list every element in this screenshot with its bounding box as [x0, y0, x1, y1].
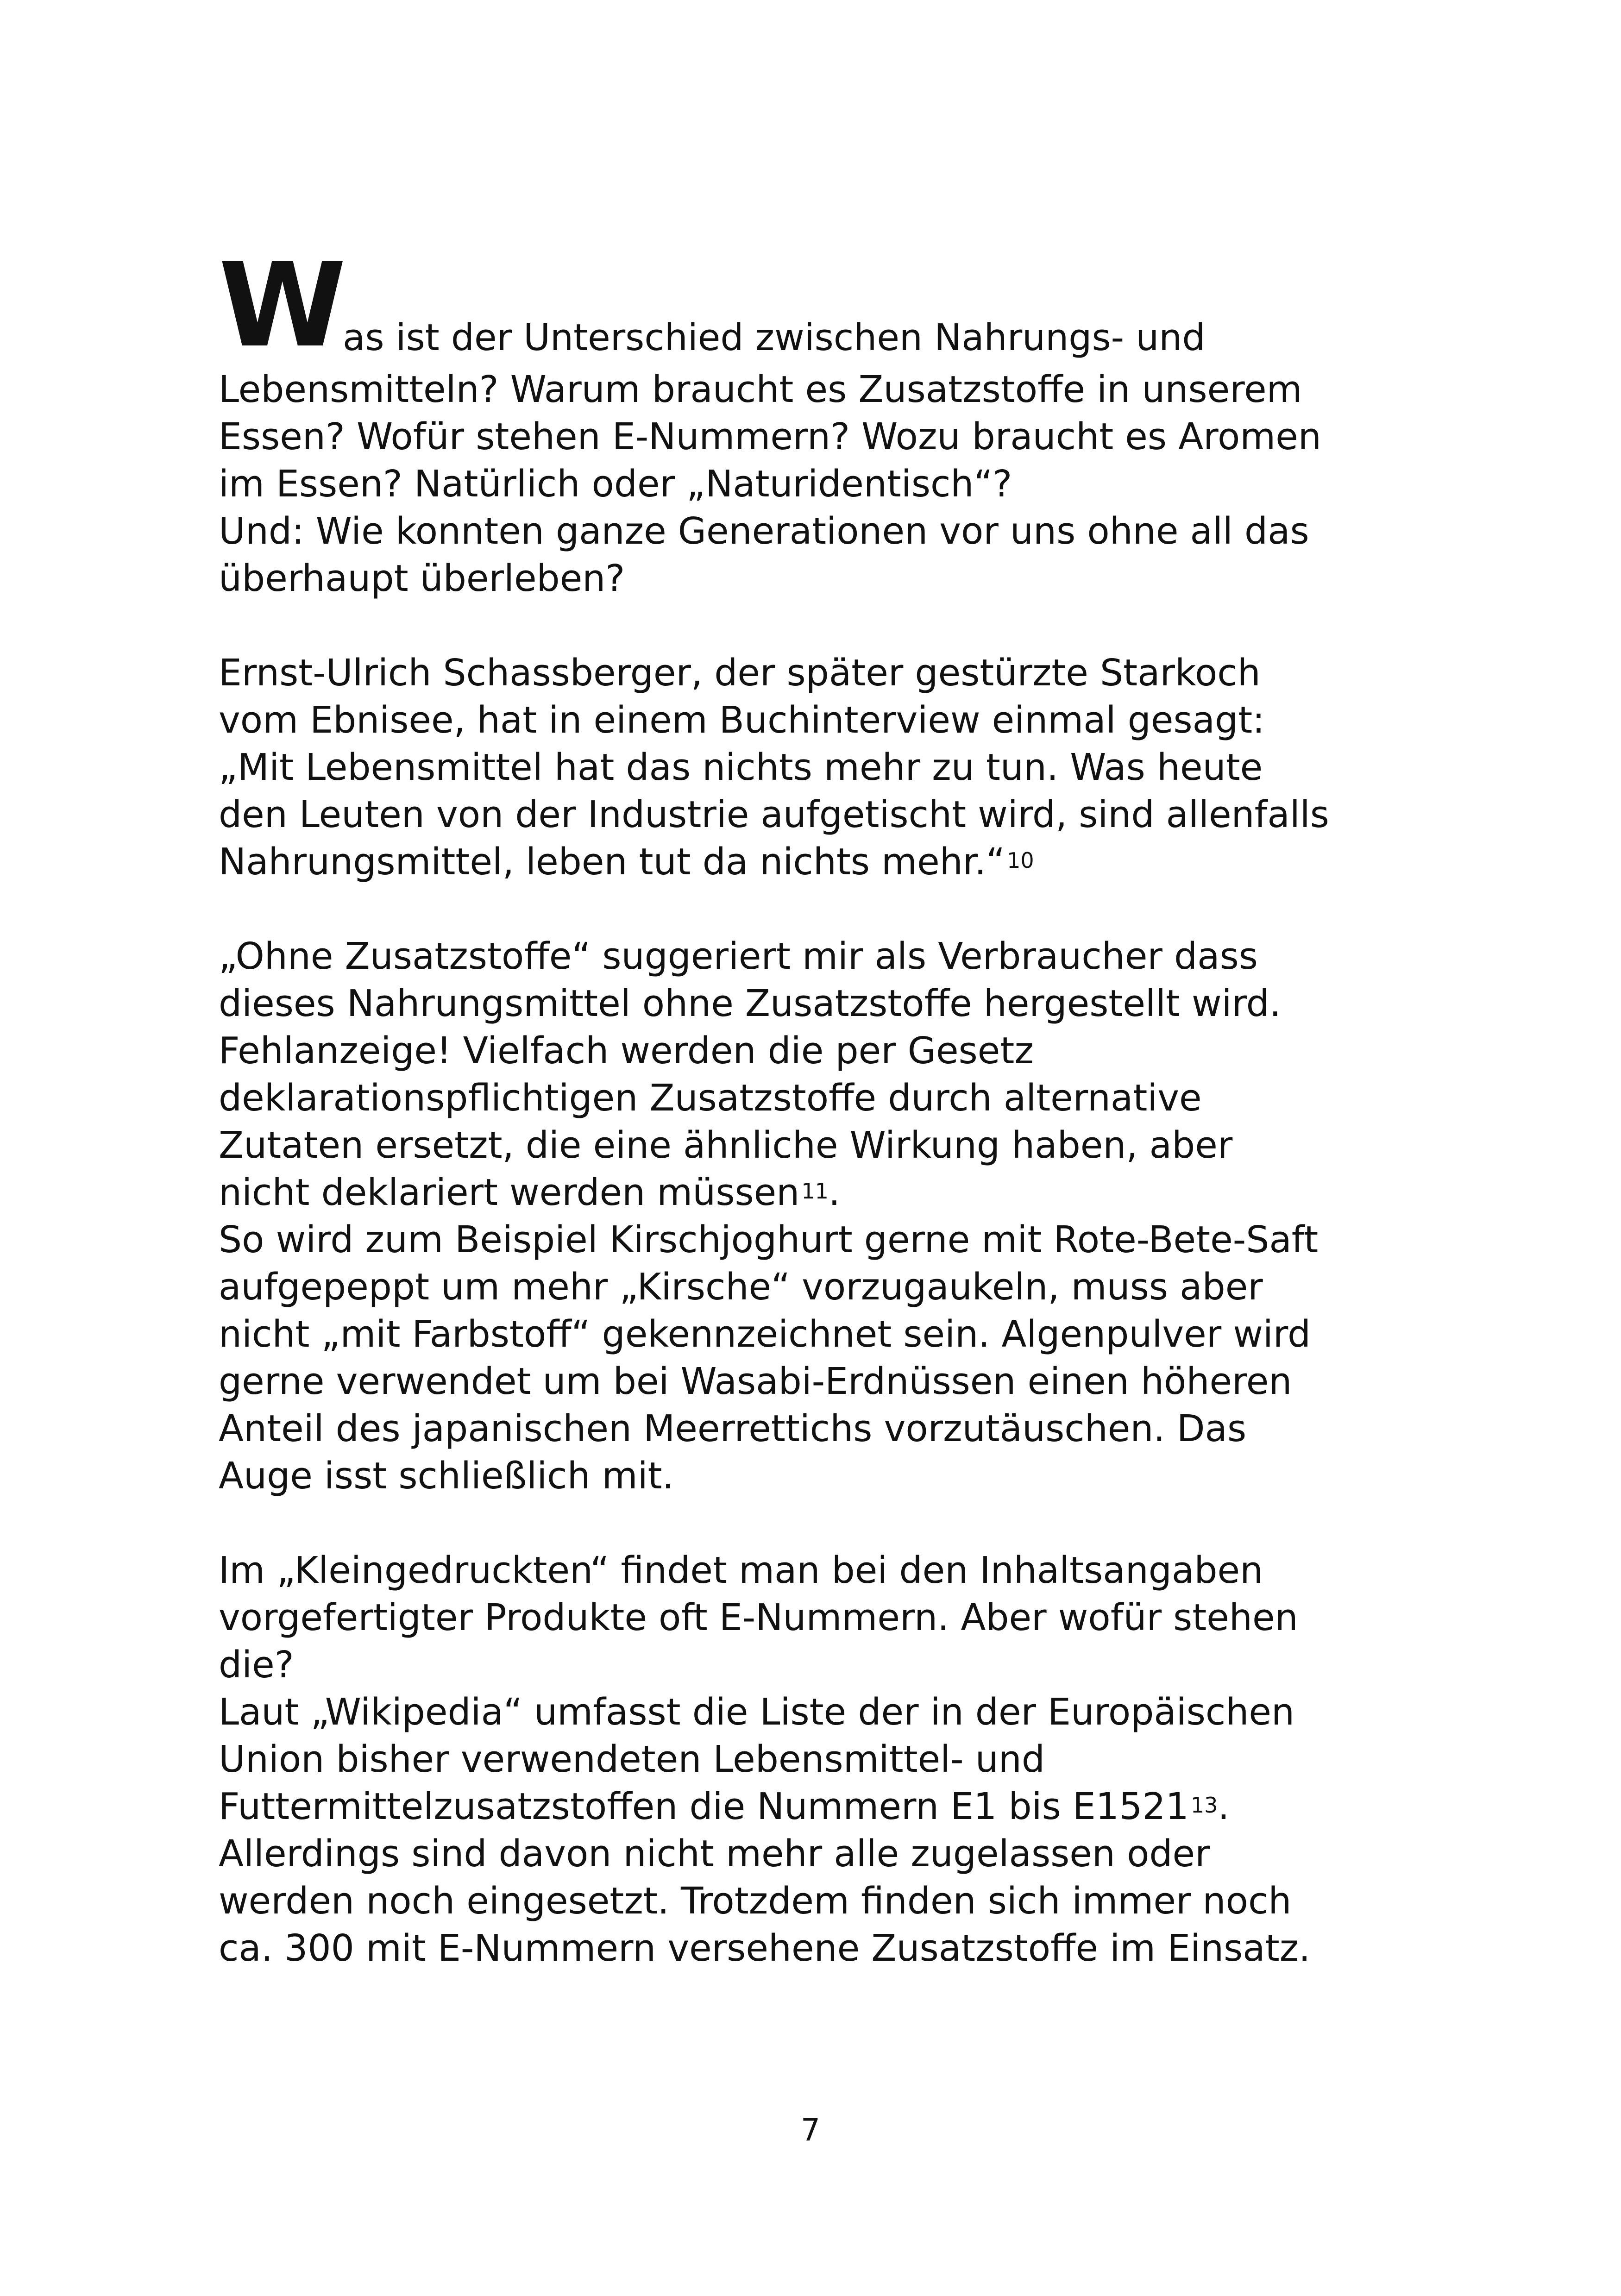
paragraph-1: [219, 366, 1423, 602]
paragraph-gap: [219, 1499, 1423, 1547]
paragraph-4: [219, 1547, 1423, 1972]
text-line: im Essen? Natürlich oder „Naturidentisch“?: [219, 463, 1012, 505]
text-line: „Ohne Zusatzstoffe“ suggeriert mir als Verbraucher dass: [219, 935, 1258, 978]
text-line: den Leuten von der Industrie aufgetischt wird, sind allenfalls: [219, 793, 1329, 836]
footnote-marker: 10: [1007, 848, 1034, 873]
text-line: werden noch eingesetzt. Trotzdem finden sich immer noch: [219, 1880, 1292, 1922]
text-line: Essen? Wofür stehen E-Nummern? Wozu braucht es Aromen: [219, 415, 1321, 458]
text-line: Zutaten ersetzt, die eine ähnliche Wirkung haben, aber: [219, 1124, 1233, 1167]
text-line: Lebensmitteln? Warum braucht es Zusatzstoffe in unserem: [219, 368, 1302, 411]
page-number: 7: [801, 2112, 820, 2148]
text-line: Laut „Wikipedia“ umfasst die Liste der in der Europäischen: [219, 1691, 1295, 1733]
text-line: Im „Kleingedruckten“ findet man bei den Inhaltsangaben: [219, 1549, 1263, 1592]
text-line: dieses Nahrungsmittel ohne Zusatzstoffe hergestellt wird.: [219, 982, 1281, 1025]
text-line-with-footnote: [219, 838, 1423, 885]
paragraph-gap: [219, 885, 1423, 933]
text-line: überhaupt überleben?: [219, 557, 625, 600]
footnote-marker: 13: [1190, 1793, 1218, 1818]
opening-line-text: as ist der Unterschied zwischen Nahrungs- und: [343, 316, 1206, 359]
opening-line: [219, 238, 1423, 373]
text-line: vom Ebnisee, hat in einem Buchinterview einmal gesagt:: [219, 699, 1265, 741]
text-line: Und: Wie konnten ganze Generationen vor uns ohne all das: [219, 510, 1309, 552]
text-fragment: .: [1218, 1785, 1230, 1828]
paragraph-3: [219, 933, 1423, 1499]
text-line: Auge isst schließlich mit.: [219, 1455, 674, 1497]
text-fragment: Futtermittelzusatzstoffen die Nummern E1 bis E1521: [219, 1785, 1189, 1828]
text-line-with-footnote: [219, 1169, 1423, 1216]
paragraph-2: [219, 649, 1423, 885]
text-line: „Mit Lebensmittel hat das nichts mehr zu tun. Was heute: [219, 746, 1263, 789]
text-line: gerne verwendet um bei Wasabi-Erdnüssen einen höheren: [219, 1360, 1292, 1403]
paragraph-gap: [219, 602, 1423, 649]
footnote-marker: 11: [801, 1179, 829, 1204]
text-line: vorgefertigter Produkte oft E-Nummern. Aber wofür stehen: [219, 1596, 1298, 1639]
text-line-with-footnote: [219, 1783, 1423, 1830]
text-fragment: nicht deklariert werden müssen: [219, 1171, 800, 1214]
text-line: Union bisher verwendeten Lebensmittel- und: [219, 1738, 1045, 1781]
text-line: aufgepeppt um mehr „Kirsche“ vorzugaukeln, muss aber: [219, 1266, 1263, 1308]
text-line: nicht „mit Farbstoff“ gekennzeichnet sein. Algenpulver wird: [219, 1313, 1311, 1355]
text-line: Fehlanzeige! Vielfach werden die per Gesetz: [219, 1029, 1034, 1072]
text-line: die?: [219, 1644, 294, 1686]
text-line: Anteil des japanischen Meerrettichs vorzutäuschen. Das: [219, 1407, 1247, 1450]
drop-cap: W: [219, 238, 343, 373]
text-line: ca. 300 mit E-Nummern versehene Zusatzstoffe im Einsatz.: [219, 1927, 1311, 1970]
text-line: Ernst-Ulrich Schassberger, der später gestürzte Starkoch: [219, 652, 1261, 694]
text-fragment: Nahrungsmittel, leben tut da nichts mehr.“: [219, 841, 1005, 883]
text-fragment: .: [828, 1171, 840, 1214]
text-line: deklarationspflichtigen Zusatzstoffe durch alternative: [219, 1077, 1202, 1119]
text-line: Allerdings sind davon nicht mehr alle zugelassen oder: [219, 1832, 1210, 1875]
text-line: So wird zum Beispiel Kirschjoghurt gerne mit Rote-Bete-Saft: [219, 1218, 1319, 1261]
body-text: [219, 238, 1423, 1972]
